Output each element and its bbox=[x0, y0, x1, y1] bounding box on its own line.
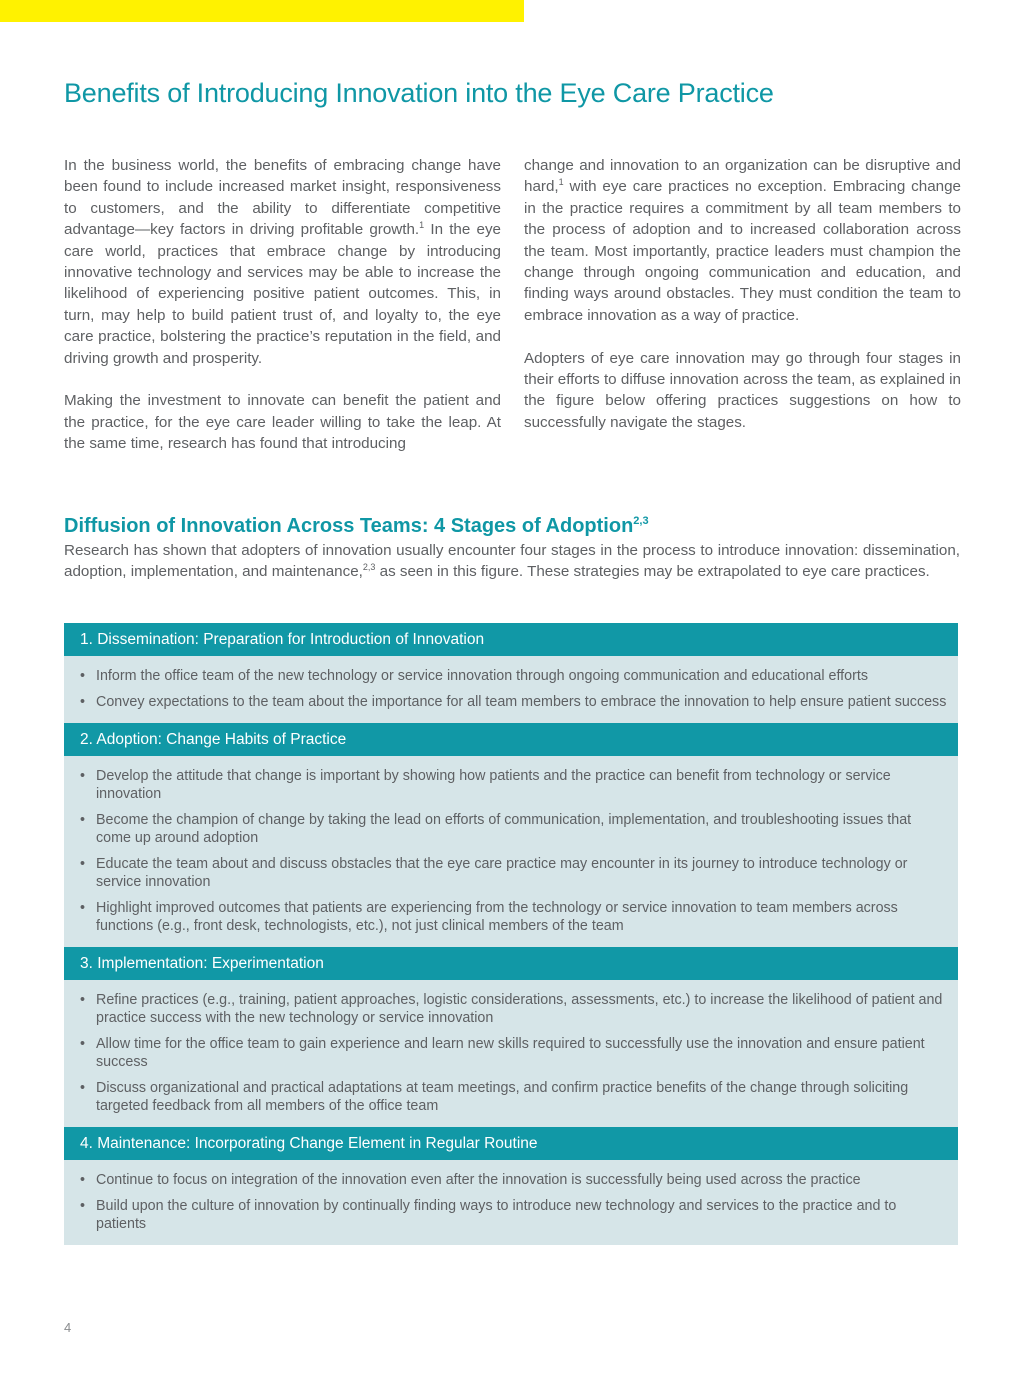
list-item: • Inform the office team of the new technology or service innovation through ongoing communication and educational efforts bbox=[80, 667, 948, 685]
list-item: • Develop the attitude that change is important by showing how patients and the practice can benefit from technology or service innovation bbox=[80, 767, 948, 803]
list-item: • Convey expectations to the team about the importance for all team members to embrace the innovation to help ensure patient success bbox=[80, 693, 948, 711]
list-item: • Become the champion of change by taking the lead on efforts of communication, implementation, and troubleshooting issues that come up around adoption bbox=[80, 811, 948, 847]
left-paragraph-2: Making the investment to innovate can benefit the patient and the practice, for the eye care leader willing to take the leap. At the same time, research has found that introducing bbox=[64, 392, 501, 453]
top-accent-bar bbox=[0, 0, 524, 22]
list-item: • Continue to focus on integration of the innovation even after the innovation is successfully being used across the practice bbox=[80, 1171, 948, 1189]
stage-2-body bbox=[64, 756, 958, 947]
list-item: • Build upon the culture of innovation by continually finding ways to introduce new technology and services to the practice and to patients bbox=[80, 1197, 948, 1233]
list-item: • Educate the team about and discuss obstacles that the eye care practice may encounter in its journey to introduce technology or service innovation bbox=[80, 855, 948, 891]
stage-2-header: 2. Adoption: Change Habits of Practice bbox=[64, 723, 958, 756]
diffusion-intro: Research has shown that adopters of innovation usually encounter four stages in the process to introduce innovation: dissemination, adoption, implementation, and maintenance,$^{2,3}$ as seen in this figure. These strategies may be extrapolated to eye care practices. bbox=[64, 542, 960, 581]
stage-3-header: 3. Implementation: Experimentation bbox=[64, 947, 958, 980]
stage-1-body bbox=[64, 656, 958, 723]
stages-figure bbox=[64, 623, 958, 1245]
page-title: Benefits of Introducing Innovation into the Eye Care Practice bbox=[64, 78, 774, 108]
list-item: • Discuss organizational and practical adaptations at team meetings, and confirm practice benefits of the change through soliciting targeted feedback from all members of the office team bbox=[80, 1079, 948, 1115]
stage-4-body bbox=[64, 1160, 958, 1245]
list-item: • Highlight improved outcomes that patients are experiencing from the technology or service innovation to team members across functions (e.g., front desk, technologists, etc.), not just clinical members of the team bbox=[80, 899, 948, 935]
right-paragraph-2: Adopters of eye care innovation may go through four stages in their efforts to diffuse innovation across the team, as explained in the figure below offering practices suggestions on how to successfully navigate the stages. bbox=[524, 349, 961, 431]
right-paragraph-1: change and innovation to an organization can be disruptive and hard,$^1$ with eye care practices no exception. Embracing change in the practice requires a commitment by all team members to the process of adoption and to increased collaboration across the team. Most importantly, practice leaders must champion the change through ongoing communication and education, and finding ways around obstacles. They must condition the team to embrace innovation as a way of practice. bbox=[524, 157, 961, 324]
left-column bbox=[64, 155, 501, 455]
list-item: • Refine practices (e.g., training, patient approaches, logistic considerations, assessments, etc.) to increase the likelihood of patient and practice success with the new technology or service innovation bbox=[80, 991, 948, 1027]
stage-1-header: 1. Dissemination: Preparation for Introduction of Innovation bbox=[64, 623, 958, 656]
left-paragraph-1: In the business world, the benefits of embracing change have been found to include increased market insight, responsiveness to customers, and the ability to differentiate competitive advantage—key factors in driving profitable growth.$^1$ In the eye care world, practices that embrace change by introducing innovative technology and services may be able to increase the likelihood of experiencing positive patient outcomes. This, in turn, may help to build patient trust of, and loyalty to, the eye care practice, bolstering the practice’s reputation in the field, and driving growth and prosperity. bbox=[64, 157, 501, 367]
page-number: 4 bbox=[64, 1320, 72, 1335]
diffusion-heading: Diffusion of Innovation Across Teams: 4 Stages of Adoption$^{2,3}$ bbox=[64, 515, 649, 537]
stage-4-header: 4. Maintenance: Incorporating Change Element in Regular Routine bbox=[64, 1127, 958, 1160]
stage-3-body bbox=[64, 980, 958, 1127]
list-item: • Allow time for the office team to gain experience and learn new skills required to successfully use the innovation and ensure patient success bbox=[80, 1035, 948, 1071]
right-column bbox=[524, 155, 961, 433]
